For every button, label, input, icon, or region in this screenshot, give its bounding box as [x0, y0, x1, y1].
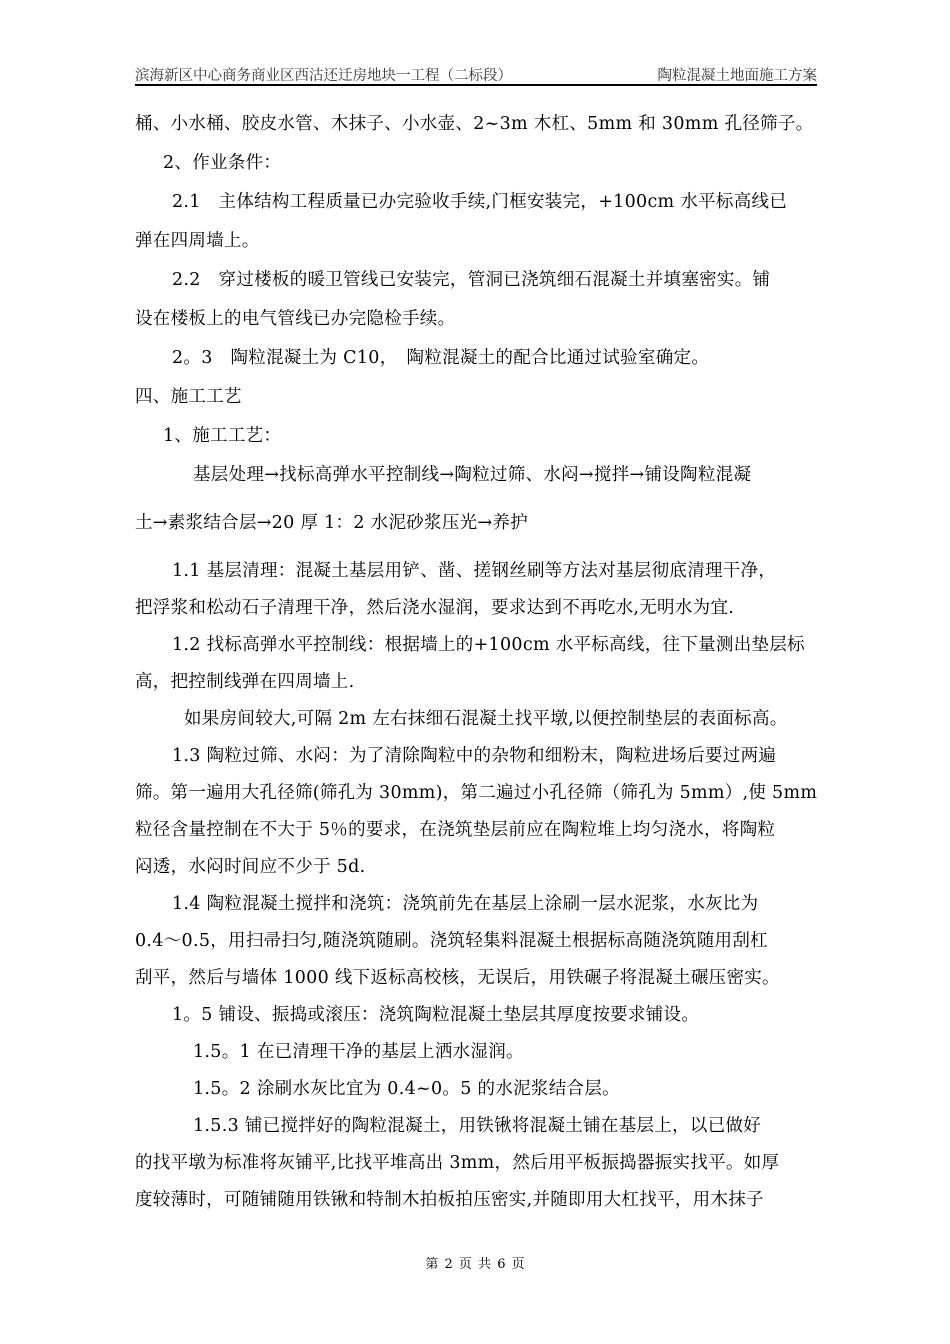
- text-line: 高，把控制线弹在四周墙上.: [135, 672, 355, 692]
- text-line: 1.2 找标高弹水平控制线：根据墙上的+100cm 水平标高线，往下量测出垫层标: [172, 635, 805, 655]
- text-line: 1.5。2 涂刷水灰比宜为 0.4~0。5 的水泥浆结合层。: [193, 1079, 620, 1099]
- text-line: 0.4～0.5，用扫帚扫匀,随浇筑随刷。浇筑轻集料混凝土根据标高随浇筑随用刮杠: [135, 931, 768, 951]
- header-document-title: 陶粒混凝土地面施工方案: [657, 68, 817, 84]
- text-line: 闷透，水闷时间应不少于 5d.: [135, 857, 366, 877]
- text-line: 1.5.3 铺已搅拌好的陶粒混凝土，用铁锹将混凝土铺在基层上，以已做好: [193, 1116, 762, 1136]
- text-line: 1。5 铺设、振捣或滚压：浇筑陶粒混凝土垫层其厚度按要求铺设。: [172, 1005, 700, 1025]
- section-heading: 1、施工工艺：: [163, 426, 282, 446]
- process-flow: 基层处理→找标高弹水平控制线→陶粒过筛、水闷→搅拌→铺设陶粒混凝: [193, 465, 752, 485]
- header-project-name: 滨海新区中心商务商业区西沽还迁房地块一工程（二标段）: [135, 68, 512, 84]
- page-number: 第 2 页 共 6 页: [425, 1257, 525, 1272]
- text-line: 刮平，然后与墙体 1000 线下返标高校核，无误后，用铁碾子将混凝土碾压密实。: [135, 968, 780, 988]
- text-line: 1.4 陶粒混凝土搅拌和浇筑：浇筑前先在基层上涂刷一层水泥浆，水灰比为: [172, 894, 759, 914]
- text-line: 度较薄时，可随铺随用铁锹和特制木拍板拍压密实,并随即用大杠找平，用木抹子: [135, 1190, 764, 1210]
- process-flow: 土→素浆结合层→20 厚 1：2 水泥砂浆压光→养护: [135, 513, 529, 533]
- section-heading: 四、施工工艺: [135, 387, 242, 407]
- text-line: 2.1 主体结构工程质量已办完验收手续,门框安装完，+100cm 水平标高线已: [172, 192, 788, 212]
- text-line: 1.1 基层清理：混凝土基层用铲、凿、搓钢丝刷等方法对基层彻底清理干净，: [172, 561, 777, 581]
- text-line: 的找平墩为标准将灰铺平,比找平堆高出 3mm，然后用平板振捣器振实找平。如厚: [135, 1153, 780, 1173]
- text-line: 2.2 穿过楼板的暖卫管线已安装完，管洞已浇筑细石混凝土并填塞密实。铺: [172, 270, 771, 290]
- text-line: 弹在四周墙上。: [135, 231, 260, 251]
- text-line: 粒径含量控制在不大于 5％的要求，在浇筑垫层前应在陶粒堆上均匀浇水，将陶粒: [135, 820, 776, 840]
- page-header: [135, 62, 817, 86]
- text-line: 如果房间较大,可隔 2m 左右抹细石混凝土找平墩,以便控制垫层的表面标高。: [184, 709, 788, 729]
- text-line: 1.5。1 在已清理干净的基层上洒水湿润。: [193, 1042, 524, 1062]
- text-line: 1.3 陶粒过筛、水闷：为了清除陶粒中的杂物和细粉末，陶粒进场后要过两遍: [172, 746, 777, 766]
- text-line: 桶、小水桶、胶皮水管、木抹子、小水壶、2~3m 木杠、5mm 和 30mm 孔径筛子。: [135, 114, 814, 134]
- text-line: 2。3 陶粒混凝土为 C10， 陶粒混凝土的配合比通过试验室确定。: [172, 348, 710, 368]
- section-heading: 2、作业条件：: [163, 153, 282, 173]
- text-line: 把浮浆和松动石子清理干净，然后浇水湿润，要求达到不再吃水,无明水为宜.: [135, 598, 735, 618]
- text-line: 设在楼板上的电气管线已办完隐检手续。: [135, 309, 456, 329]
- text-line: 筛。第一遍用大孔径筛(筛孔为 30mm)，第二遍过小孔径筛（筛孔为 5mm）,使 5mm: [135, 783, 818, 803]
